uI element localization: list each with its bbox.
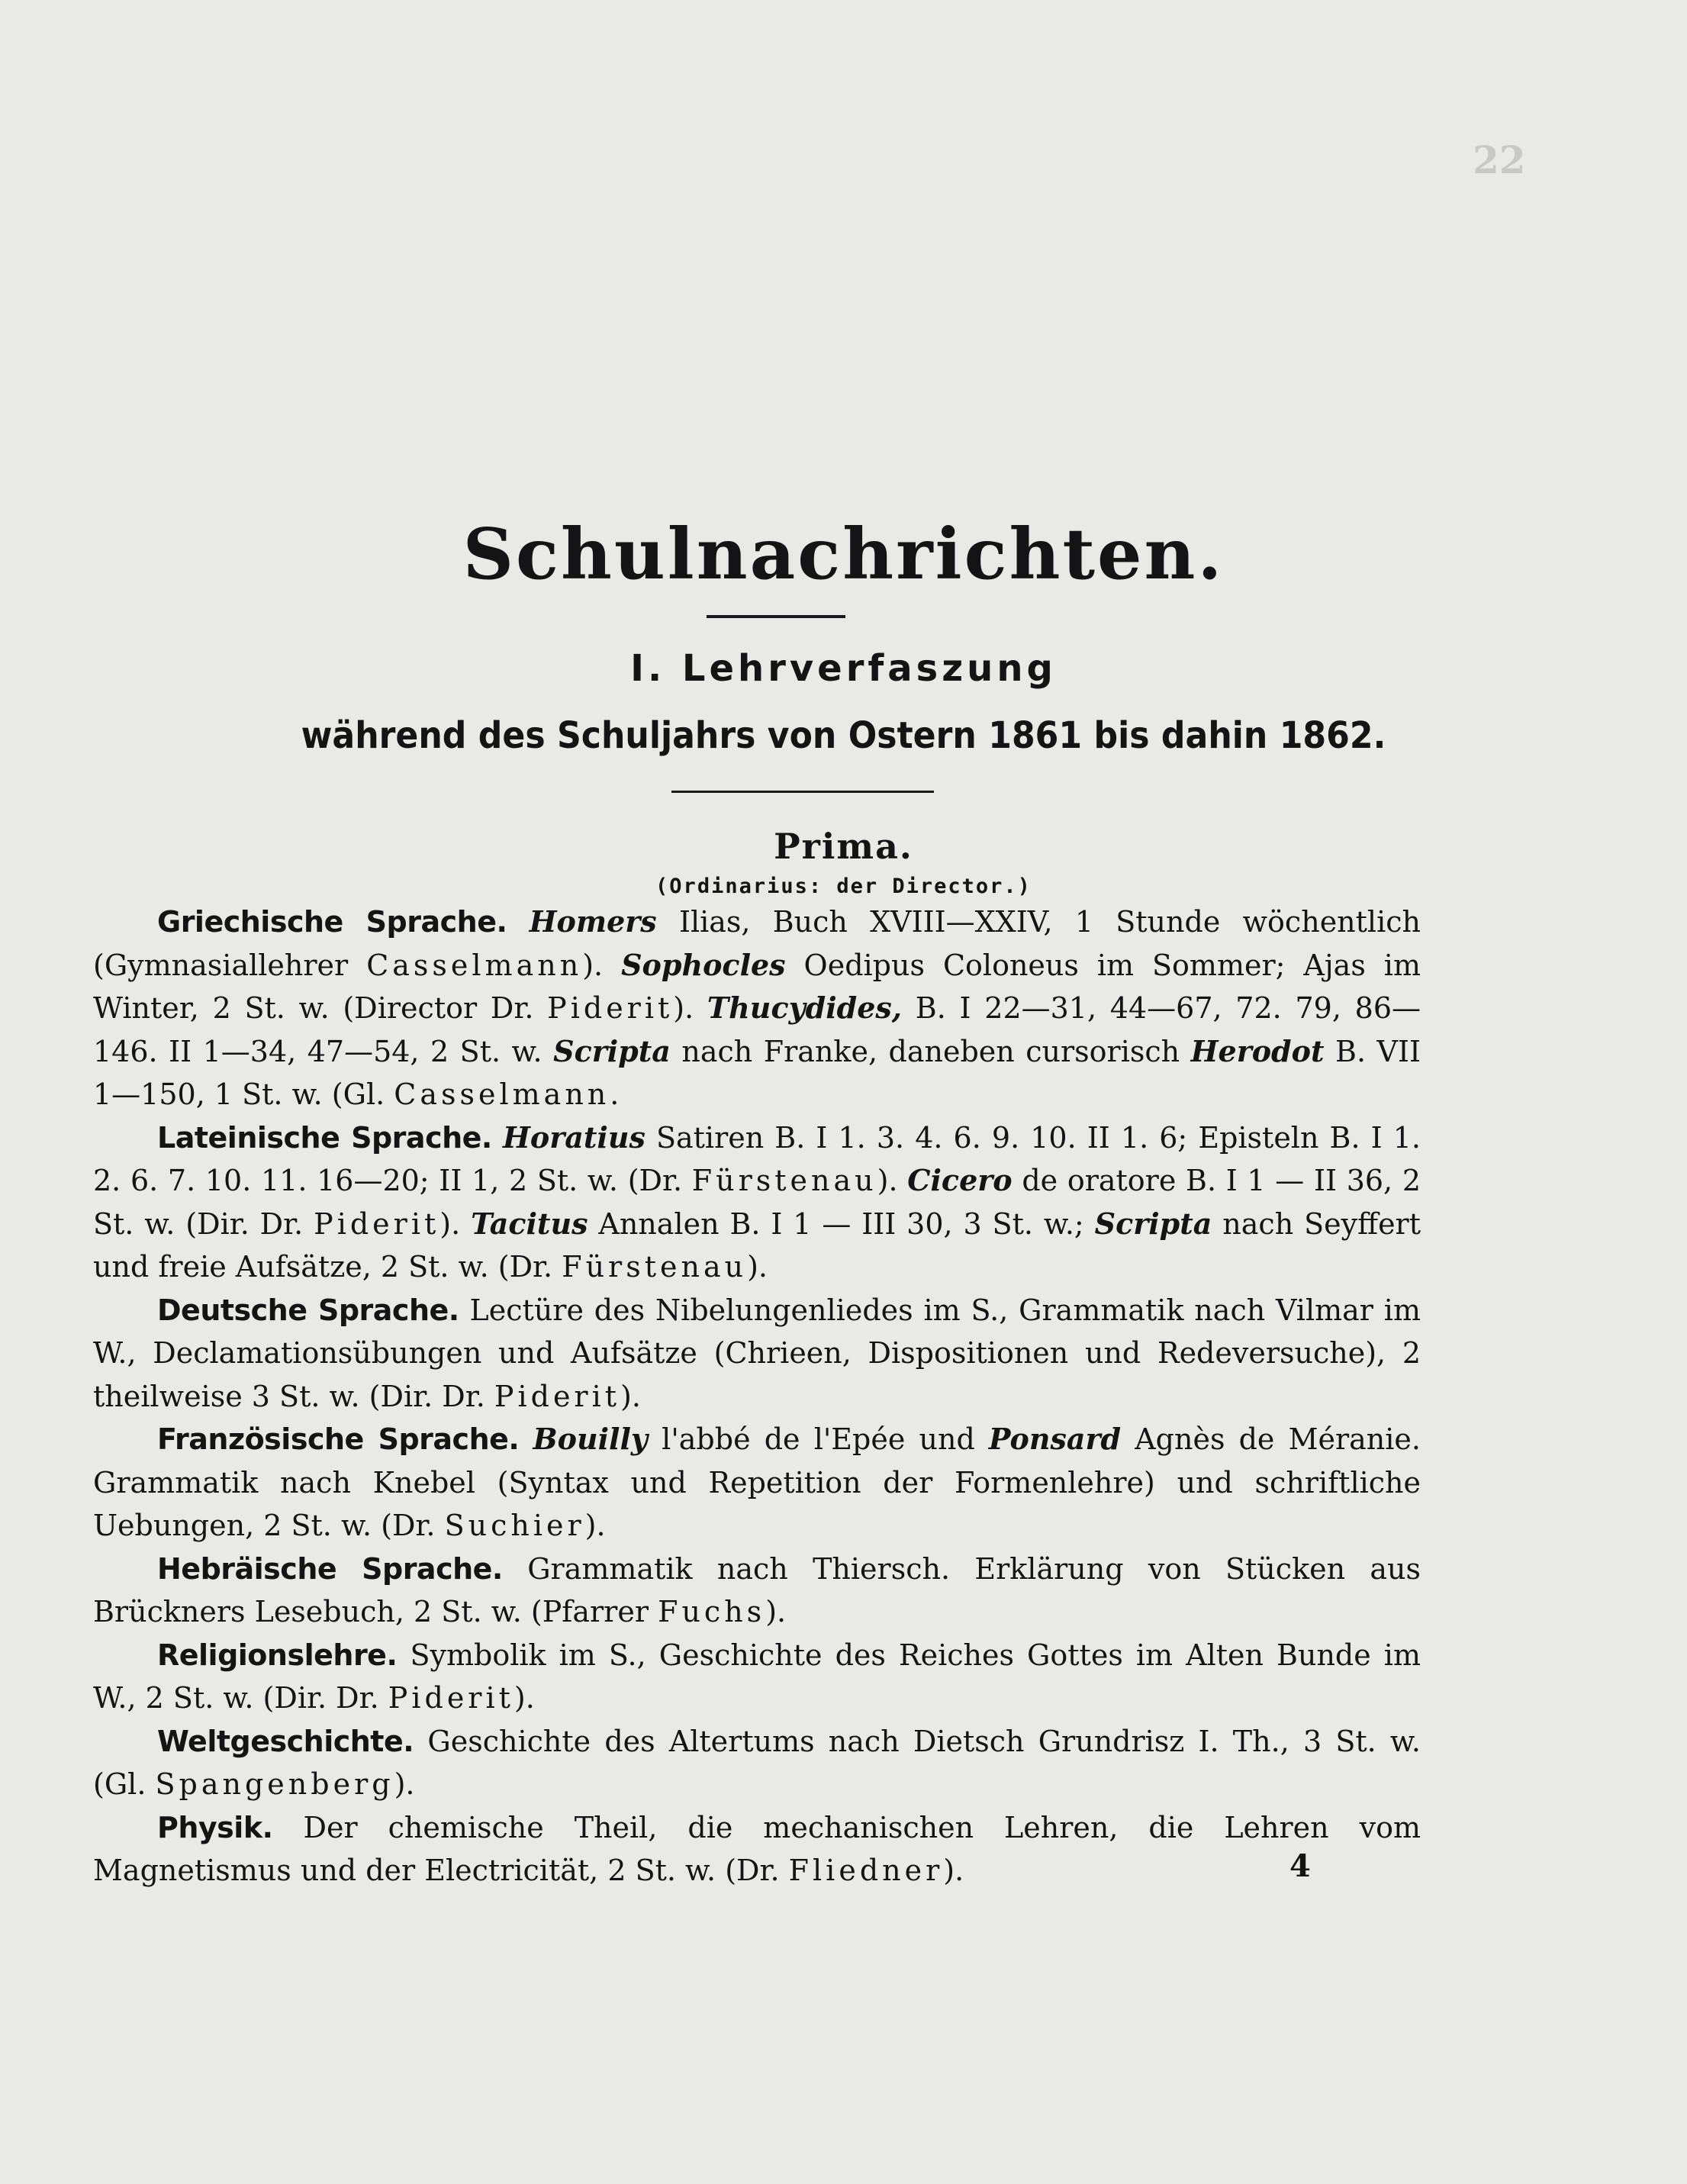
entry-text: Lectüre des Nibelungenliedes im S., Grammatik nach Vilmar im W., Declamationsübungen und Aufsätze (Chrieen, Dispositionen und Redeversuche), 2 theilweise 3 St. w. (Dir. Dr. xyxy=(93,1293,1421,1413)
teacher-name: Casselmann xyxy=(366,948,583,982)
subject-label: Lateinische Sprache. xyxy=(157,1120,492,1155)
entry-franzoesisch xyxy=(93,1418,1421,1548)
author: Bouilly xyxy=(533,1422,649,1456)
author: Sophocles xyxy=(621,947,786,982)
title-rule xyxy=(707,615,845,618)
teacher-name: Fuchs xyxy=(658,1595,766,1628)
entry-text: nach Franke, daneben cursorisch xyxy=(670,1034,1191,1068)
entry-text: ). xyxy=(943,1854,964,1887)
entry-text: B. I 22—31, 44—67, 72. 79, 86—146. II 1—34, 47—54, 2 St. w. xyxy=(93,991,1421,1068)
curriculum-body xyxy=(93,900,1421,1892)
subject-label: Physik. xyxy=(157,1810,273,1844)
entry-text: ). xyxy=(747,1250,768,1284)
entry-text: Annalen B. I 1 — III 30, 3 St. w.; xyxy=(588,1206,1095,1241)
teacher-name: Casselmann xyxy=(394,1078,610,1111)
entry-text: Grammatik nach Thiersch. Erklärung von Stücken aus Brückners Lesebuch, 2 St. w. (Pfarrer xyxy=(93,1551,1421,1628)
entry-text: de oratore B. I 1 — II 36, 2 St. w. (Dir. Dr. xyxy=(93,1164,1421,1241)
entry-text: l'abbé de l'Epée und xyxy=(648,1422,989,1456)
subject-label: Hebräische Sprache. xyxy=(157,1551,503,1586)
author: Scripta xyxy=(1094,1206,1212,1241)
teacher-name: Suchier xyxy=(444,1509,585,1542)
entry-text: ). xyxy=(673,991,707,1025)
author: Homers xyxy=(529,904,657,939)
teacher-name: Piderit xyxy=(314,1206,440,1241)
subject-label: Griechische Sprache. xyxy=(157,905,507,939)
teacher-name: Piderit xyxy=(494,1379,621,1413)
entry-latein xyxy=(93,1116,1421,1289)
page-number: 4 xyxy=(1289,1848,1311,1884)
teacher-name: Fürstenau xyxy=(691,1164,877,1197)
teacher-name: Piderit xyxy=(388,1681,514,1715)
entry-deutsch xyxy=(93,1289,1421,1419)
subject-label: Religionslehre. xyxy=(157,1638,398,1672)
author: Tacitus xyxy=(471,1206,588,1241)
class-ordinarius: (Ordinarius: der Director.) xyxy=(655,875,1032,898)
entry-physik xyxy=(93,1806,1421,1892)
entry-text: Geschichte des Altertums nach Dietsch Grundrisz I. Th., 3 St. w. (Gl. xyxy=(93,1724,1421,1801)
entry-text: ). xyxy=(584,1509,606,1542)
author: Thucydides, xyxy=(707,991,903,1025)
entry-text: ). xyxy=(394,1767,415,1801)
author: Scripta xyxy=(553,1033,671,1068)
entry-text: Symbolik im S., Geschichte des Reiches Gottes im Alten Bunde im W., 2 St. w. (Dir. Dr. xyxy=(93,1638,1421,1715)
entry-text: ). xyxy=(439,1206,472,1241)
page-title: Schulnachrichten. xyxy=(462,513,1225,595)
section-subtitle: während des Schuljahrs von Ostern 1861 bis dahin 1862. xyxy=(301,714,1386,757)
entry-text: ). xyxy=(582,948,622,982)
entry-text: Der chemische Theil, die mechanischen Lehren, die Lehren vom Magnetismus und der Electricität, 2 St. w. (Dr. xyxy=(93,1810,1421,1887)
entry-text: ). xyxy=(620,1379,641,1413)
subject-label: Weltgeschichte. xyxy=(157,1724,414,1758)
teacher-name: Piderit xyxy=(547,991,674,1025)
entry-text: B. VII 1—150, 1 St. w. (Gl. xyxy=(93,1034,1421,1111)
class-heading: Prima. xyxy=(774,826,913,867)
entry-religion xyxy=(93,1634,1421,1720)
entry-griechisch xyxy=(93,900,1421,1116)
subject-label: Deutsche Sprache. xyxy=(157,1293,459,1327)
author: Horatius xyxy=(502,1119,646,1155)
faded-page-number: 22 xyxy=(1473,137,1526,182)
subtitle-rule xyxy=(671,791,934,793)
entry-text: ). xyxy=(514,1681,535,1715)
entry-text: Oedipus Coloneus im Sommer; Ajas im Winter, 2 St. w. (Director Dr. xyxy=(93,948,1421,1025)
entry-hebraeisch xyxy=(93,1548,1421,1634)
entry-text: ). xyxy=(877,1164,908,1197)
bleed-through-text xyxy=(99,198,1518,404)
teacher-name: Spangenberg xyxy=(155,1767,394,1801)
entry-text: Satiren B. I 1. 3. 4. 6. 9. 10. II 1. 6; Episteln B. I 1. 2. 6. 7. 10. 11. 16—20; II 1, 2 St. w. (Dr. xyxy=(93,1120,1421,1197)
section-heading: I. Lehrverfaszung xyxy=(630,647,1057,690)
author: Ponsard xyxy=(988,1422,1122,1456)
entry-text: nach Seyffert und freie Aufsätze, 2 St. w. (Dr. xyxy=(93,1206,1421,1284)
subject-label: Französische Sprache. xyxy=(157,1422,520,1456)
entry-weltgeschichte xyxy=(93,1720,1421,1806)
entry-text: ). xyxy=(765,1595,787,1628)
author: Herodot xyxy=(1190,1033,1325,1068)
teacher-name: Fliedner xyxy=(788,1854,944,1887)
entry-text: Ilias, Buch XVIII—XXIV, 1 Stunde wöchentlich (Gymnasiallehrer xyxy=(93,905,1421,982)
author: Cicero xyxy=(907,1163,1013,1197)
entry-text: Agnès de Méranie. Grammatik nach Knebel (Syntax und Repetition der Formenlehre) und schriftliche Uebungen, 2 St. w. (Dr. xyxy=(93,1422,1421,1542)
entry-text: . xyxy=(610,1078,620,1111)
teacher-name: Fürstenau xyxy=(562,1250,748,1284)
